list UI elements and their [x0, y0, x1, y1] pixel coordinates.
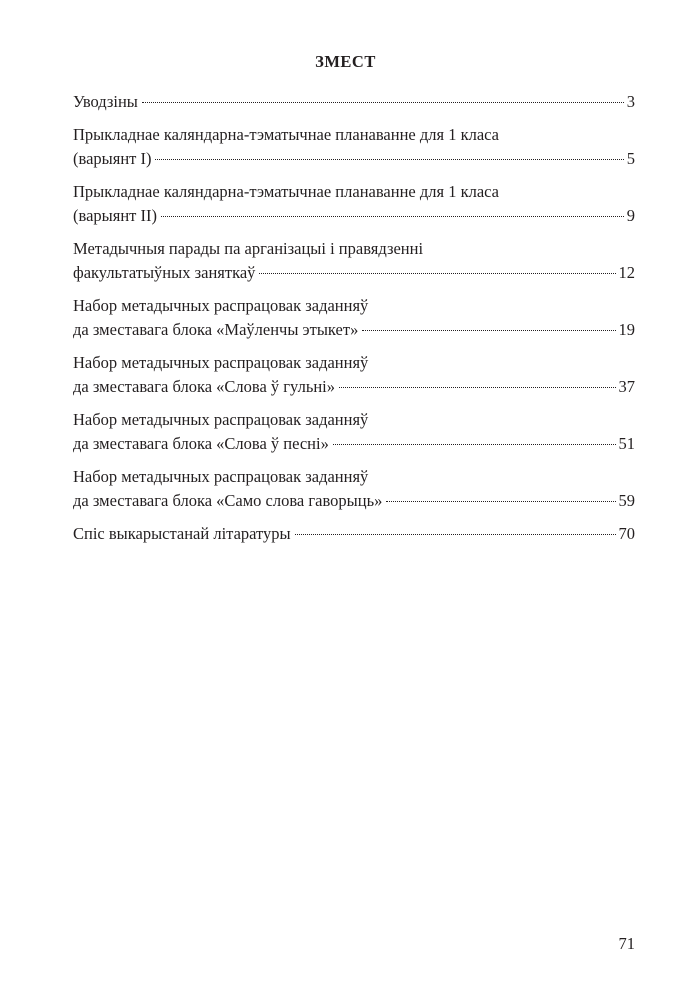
toc-entry-title-line: Набор метадычных распрацовак заданняў	[73, 410, 369, 429]
toc-entry	[73, 465, 635, 513]
toc-page-number: 37	[618, 377, 635, 396]
toc-page-number: 9	[626, 206, 635, 225]
toc-entry	[73, 522, 635, 546]
toc-entry-title: да зместавага блока «Само слова гаворыць»	[73, 491, 383, 510]
toc-entry-title-line: Прыкладнае каляндарна-тэматычнае планаванне для 1 класа	[73, 125, 499, 144]
page-number: 71	[618, 934, 635, 953]
toc-page-number: 59	[618, 491, 635, 510]
toc-entry-last-line	[73, 90, 635, 114]
toc-leader-dots	[155, 159, 623, 160]
toc-entry-title: (варыянт II)	[73, 206, 157, 225]
toc-entry-title-line: Прыкладнае каляндарна-тэматычнае планаванне для 1 класа	[73, 182, 499, 201]
toc-entry-title: Уводзіны	[73, 92, 138, 111]
toc-entry	[73, 237, 635, 285]
toc-page-number: 70	[618, 524, 635, 543]
toc-leader-dots	[161, 216, 624, 217]
toc-entry-last-line	[73, 318, 635, 342]
toc-entry-last-line	[73, 489, 635, 513]
toc-page-number: 19	[618, 320, 635, 339]
toc-entry-title: да зместавага блока «Слова ў песні»	[73, 434, 329, 453]
toc-leader-dots	[386, 501, 615, 502]
toc-leader-dots	[259, 273, 615, 274]
table-of-contents	[73, 90, 635, 555]
toc-entry	[73, 90, 635, 114]
toc-entry-last-line	[73, 522, 635, 546]
toc-entry	[73, 351, 635, 399]
toc-entry	[73, 294, 635, 342]
toc-entry-last-line	[73, 147, 635, 171]
toc-page-number: 5	[626, 149, 635, 168]
toc-entry-last-line	[73, 375, 635, 399]
page-title: ЗМЕСТ	[315, 52, 376, 71]
toc-leader-dots	[333, 444, 616, 445]
toc-entry	[73, 408, 635, 456]
toc-leader-dots	[142, 102, 624, 103]
toc-leader-dots	[362, 330, 615, 331]
toc-entry-title-line: Набор метадычных распрацовак заданняў	[73, 467, 369, 486]
toc-entry-title: Спіс выкарыстанай літаратуры	[73, 524, 291, 543]
toc-entry-title-line: Метадычныя парады па арганізацыі і правядзенні	[73, 239, 424, 258]
toc-entry-title: да зместавага блока «Маўленчы этыкет»	[73, 320, 359, 339]
toc-entry	[73, 180, 635, 228]
toc-entry	[73, 123, 635, 171]
toc-entry-last-line	[73, 204, 635, 228]
toc-page-number: 3	[626, 92, 635, 111]
toc-entry-last-line	[73, 432, 635, 456]
toc-page-number: 51	[618, 434, 635, 453]
toc-page-number: 12	[618, 263, 635, 282]
toc-entry-title-line: Набор метадычных распрацовак заданняў	[73, 296, 369, 315]
toc-entry-title-line: Набор метадычных распрацовак заданняў	[73, 353, 369, 372]
toc-leader-dots	[339, 387, 615, 388]
toc-entry-title: (варыянт I)	[73, 149, 152, 168]
toc-entry-title: да зместавага блока «Слова ў гульні»	[73, 377, 336, 396]
toc-leader-dots	[295, 534, 616, 535]
toc-entry-title: факультатыўных заняткаў	[73, 263, 256, 282]
toc-entry-last-line	[73, 261, 635, 285]
